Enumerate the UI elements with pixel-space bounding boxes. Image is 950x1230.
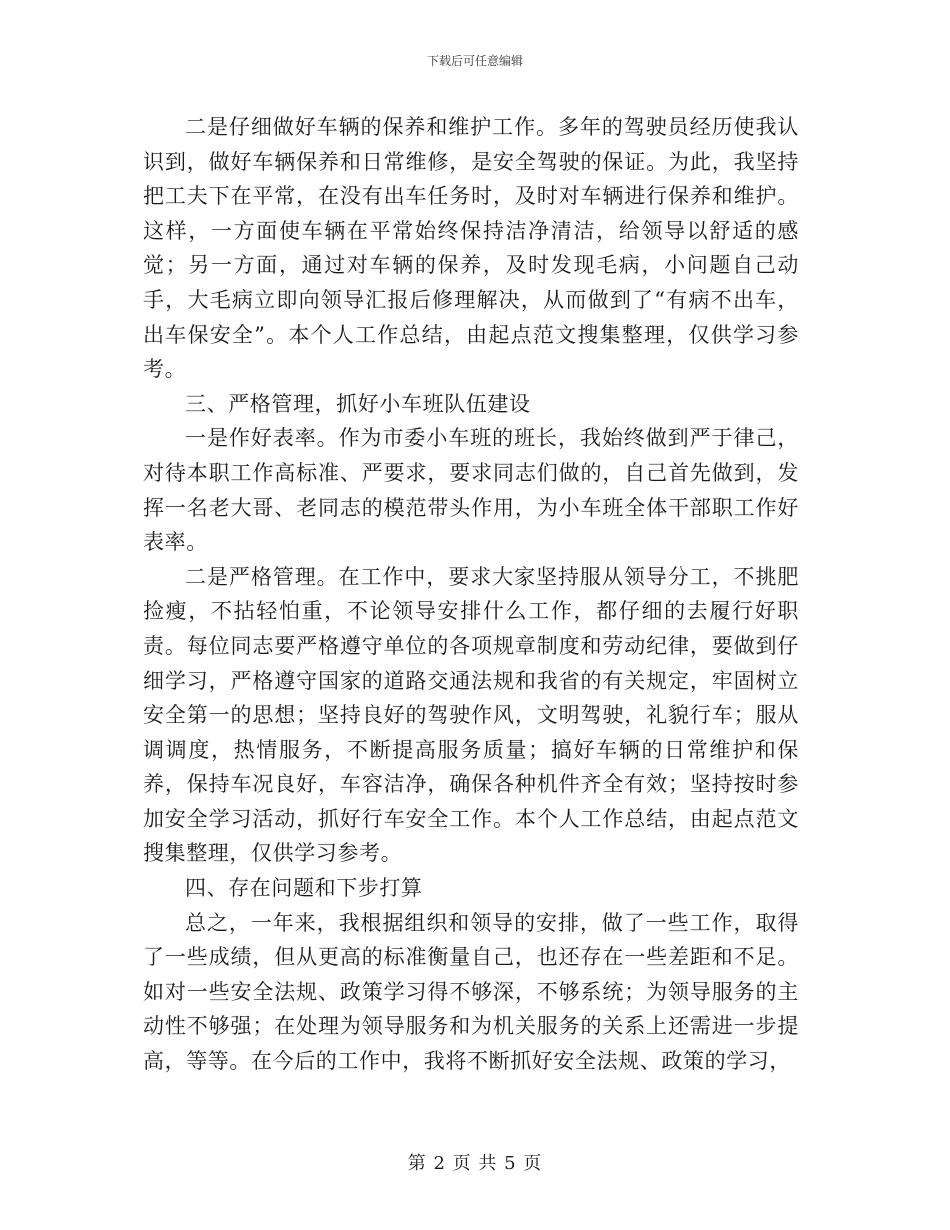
document-body bbox=[143, 110, 799, 1079]
body-paragraph: 二是严格管理。在工作中，要求大家坚持服从领导分工，不挑肥捡瘦，不拈轻怕重，不论领导安排什么工作，都仔细的去履行好职责。每位同志要严格遵守单位的各项规章制度和劳动纪律，要做到仔细学习，严格遵守国家的道路交通法规和我省的有关规定，牢固树立安全第一的思想；坚持良好的驾驶作风，文明驾驶，礼貌行车；服从调调度，热情服务，不断提高服务质量；搞好车辆的日常维护和保养，保持车况良好，车容洁净，确保各种机件齐全有效；坚持按时参加安全学习活动，抓好行车安全工作。本个人工作总结，由起点范文搜集整理，仅供学习参考。 bbox=[143, 564, 799, 866]
body-paragraph: 一是作好表率。作为市委小车班的班长，我始终做到严于律己，对待本职工作高标准、严要求，要求同志们做的，自己首先做到，发挥一名老大哥、老同志的模范带头作用，为小车班全体干部职工作好表率。 bbox=[143, 426, 799, 555]
section-heading: 四、存在问题和下步打算 bbox=[185, 876, 423, 901]
page-number-footer: 第 2 页 共 5 页 bbox=[407, 1153, 543, 1174]
page-header: 下载后可任意编辑 bbox=[426, 54, 523, 68]
section-heading: 三、严格管理，抓好小车班队伍建设 bbox=[185, 391, 531, 416]
body-paragraph: 二是仔细做好车辆的保养和维护工作。多年的驾驶员经历使我认识到，做好车辆保养和日常维修，是安全驾驶的保证。为此，我坚持把工夫下在平常，在没有出车任务时，及时对车辆进行保养和维护。这样，一方面使车辆在平常始终保持洁净清洁，给领导以舒适的感觉；另一方面，通过对车辆的保养，及时发现毛病，小问题自己动手，大毛病立即向领导汇报后修理解决，从而做到了“有病不出车，出车保安全”。本个人工作总结，由起点范文搜集整理，仅供学习参考。 bbox=[143, 115, 799, 382]
body-paragraph: 总之，一年来，我根据组织和领导的安排，做了一些工作，取得了一些成绩，但从更高的标准衡量自己，也还存在一些差距和不足。如对一些安全法规、政策学习得不够深，不够系统；为领导服务的主动性不够强；在处理为领导服务和为机关服务的关系上还需进一步提高，等等。在今后的工作中，我将不断抓好安全法规、政策的学习， bbox=[143, 910, 799, 1074]
